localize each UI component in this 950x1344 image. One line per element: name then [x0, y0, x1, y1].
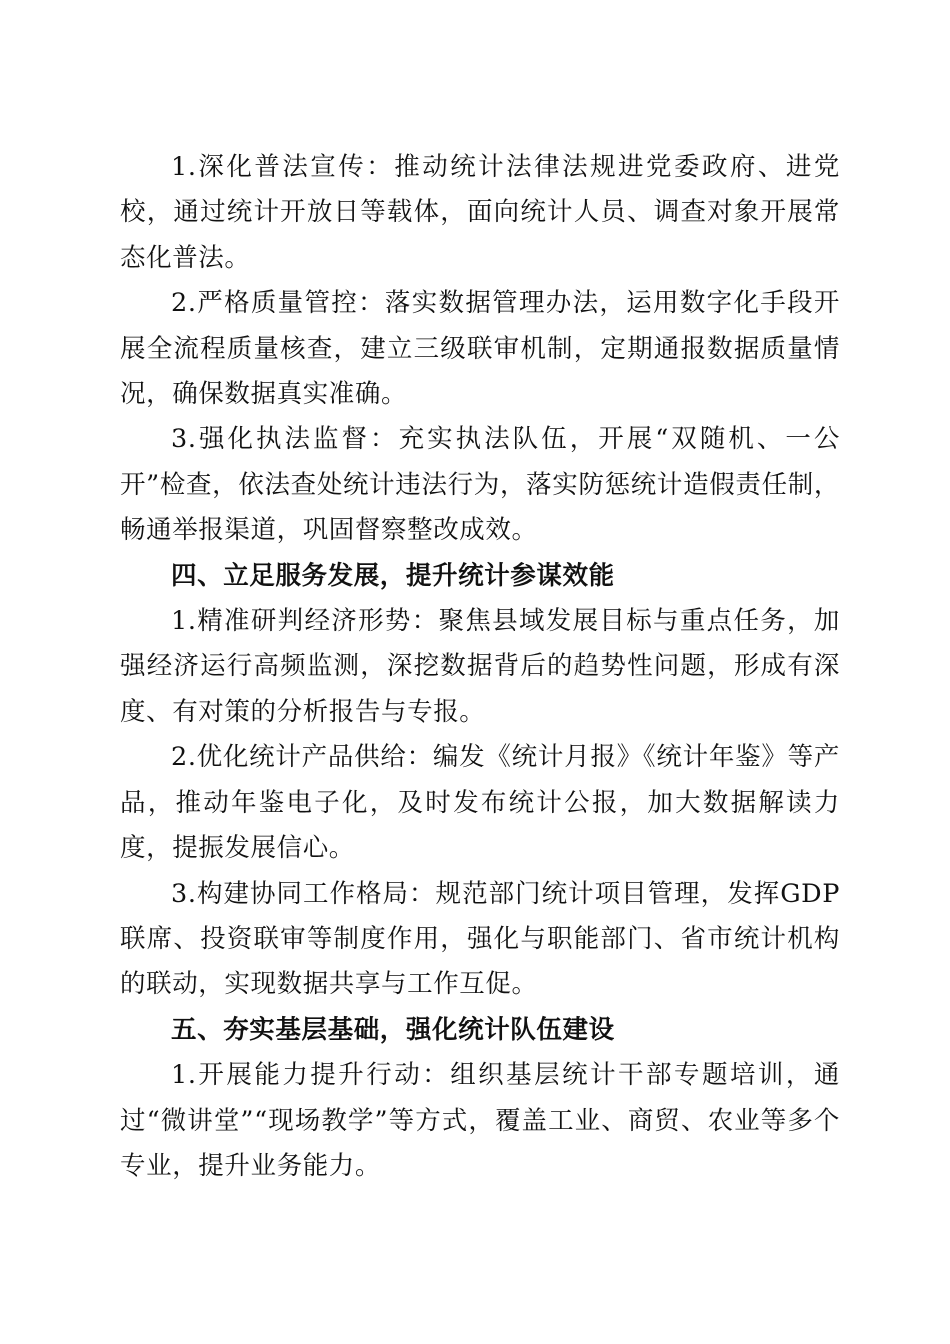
paragraph-collaboration: 3.构建协同工作格局：规范部门统计项目管理，发挥GDP联席、投资联审等制度作用，强化与职能部门、省市统计机构的联动，实现数据共享与工作互促。 — [120, 878, 840, 1000]
section-heading-four: 四、立足服务发展，提升统计参谋效能 — [171, 560, 615, 591]
paragraph-deepen-law-publicity: 1.深化普法宣传：推动统计法律法规进党委政府、进党校，通过统计开放日等载体，面向统计人员、调查对象开展常态化普法。 — [120, 152, 840, 273]
paragraph-economic-analysis: 1.精准研判经济形势：聚焦县域发展目标与重点任务，加强经济运行高频监测，深挖数据背后的趋势性问题，形成有深度、有对策的分析报告与专报。 — [120, 606, 840, 727]
paragraph-quality-control: 2.严格质量管控：落实数据管理办法，运用数字化手段开展全流程质量核查，建立三级联审机制，定期通报数据质量情况，确保数据真实准确。 — [120, 288, 840, 410]
section-heading-five: 五、夯实基层基础，强化统计队伍建设 — [171, 1014, 615, 1045]
paragraph-capacity-building: 1.开展能力提升行动：组织基层统计干部专题培训，通过“微讲堂”“现场教学”等方式，覆盖工业、商贸、农业等多个专业，提升业务能力。 — [120, 1060, 840, 1181]
paragraph-statistical-products: 2.优化统计产品供给：编发《统计月报》《统计年鉴》等产品，推动年鉴电子化，及时发布统计公报，加大数据解读力度，提振发展信心。 — [120, 742, 840, 864]
paragraph-law-enforcement: 3.强化执法监督：充实执法队伍，开展“双随机、一公开”检查，依法查处统计违法行为，落实防惩统计造假责任制，畅通举报渠道，巩固督察整改成效。 — [120, 424, 840, 546]
document-page — [120, 145, 840, 1189]
